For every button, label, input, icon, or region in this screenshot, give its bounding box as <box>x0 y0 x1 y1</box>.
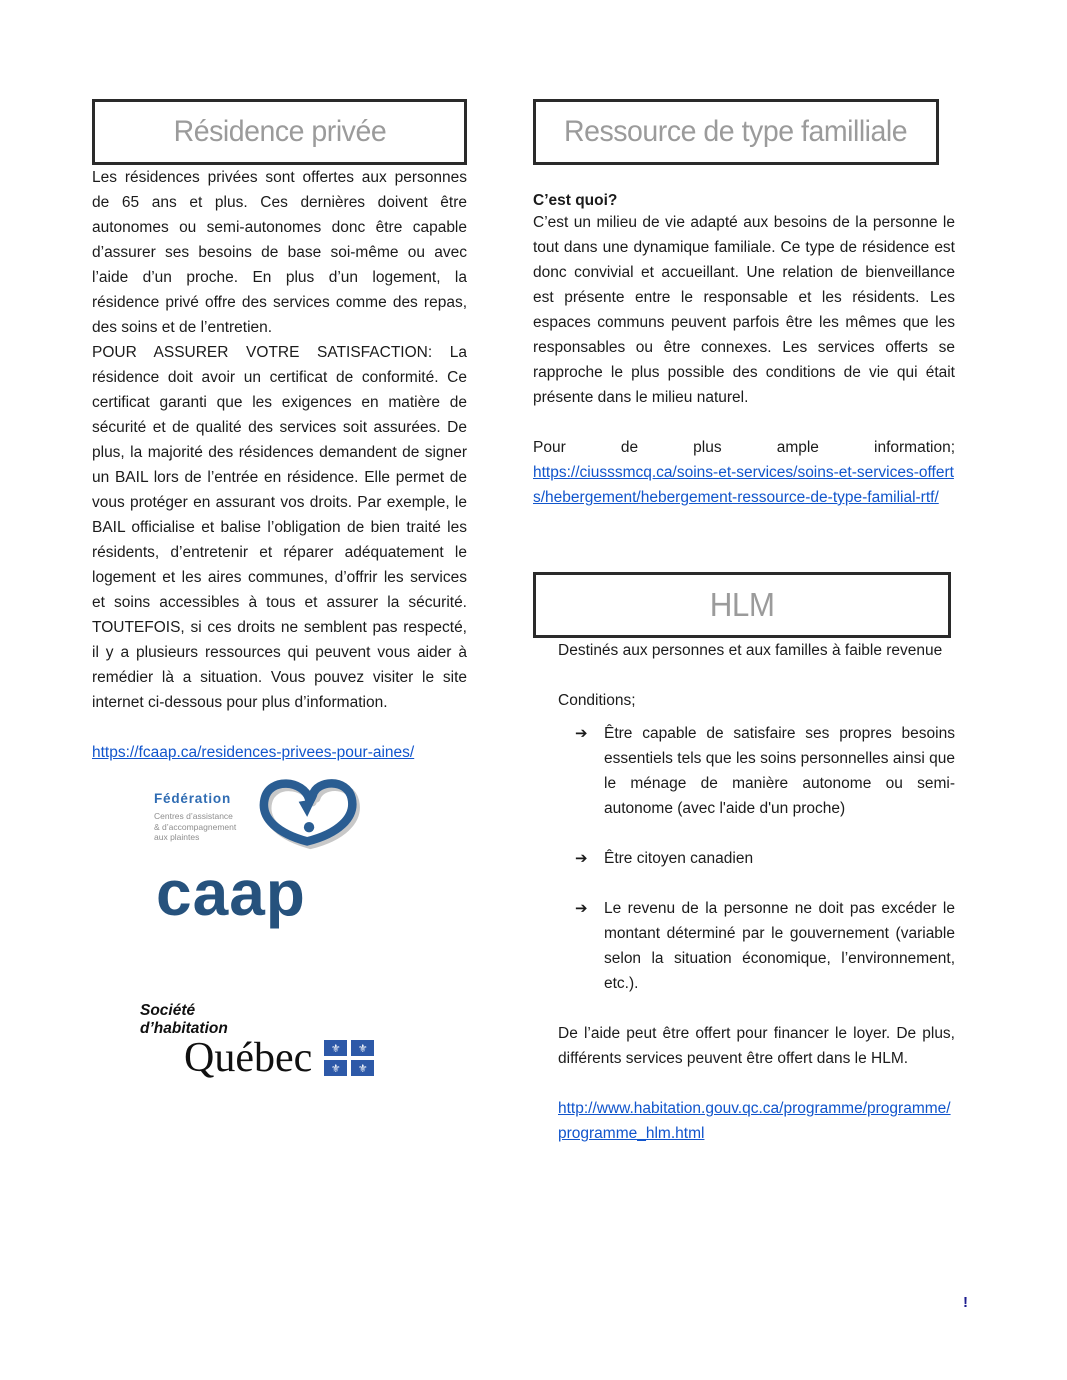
caap-subtitle: Centres d’assistance & d’accompagnement aux plaintes <box>154 811 237 842</box>
shq-logo <box>140 1002 400 1081</box>
hlm-intro-paragraph: Destinés aux personnes et aux familles à faible revenue <box>558 642 943 659</box>
arrow-bullet-icon: ➔ <box>575 849 588 867</box>
info-label: Pour de plus ample information; <box>533 439 955 456</box>
arrow-bullet-icon: ➔ <box>575 899 588 917</box>
fleur-de-lis-icon: ⚜ <box>351 1060 374 1076</box>
rtf-title: Ressource de type familliale <box>564 115 908 148</box>
hlm-title-box <box>533 572 951 638</box>
hlm-outro-paragraph: De l’aide peut être offert pour financer le loyer. De plus, différents services peuvent être offert dans le HLM. <box>558 1025 955 1067</box>
conditions-label: Conditions; <box>558 692 636 709</box>
caap-logo <box>154 775 394 929</box>
left-column <box>92 99 467 1081</box>
fleur-de-lis-icon: ⚜ <box>324 1040 347 1056</box>
caap-wordmark: caap <box>156 857 306 929</box>
page-number-mark: ! <box>963 1294 968 1311</box>
fleur-de-lis-icon: ⚜ <box>351 1040 374 1056</box>
habitation-link[interactable]: http://www.habitation.gouv.qc.ca/programme/programme/programme_hlm.html <box>558 1100 951 1142</box>
residence-privee-title: Résidence privée <box>173 115 386 148</box>
conditions-list <box>558 721 955 996</box>
list-item: ➔ Être capable de satisfaire ses propres besoins essentiels tels que les soins personnelles ainsi que le ménage de manière autonome ou semi-autonome (avec l'aide d'un proche) <box>558 721 955 821</box>
residence-privee-title-box <box>92 99 467 165</box>
rtf-title-box <box>533 99 939 165</box>
fcaap-link[interactable]: https://fcaap.ca/residences-privees-pour-aines/ <box>92 744 415 761</box>
quebec-wordmark: Québec <box>184 1035 313 1081</box>
list-item: ➔ Être citoyen canadien <box>558 846 955 871</box>
hlm-title: HLM <box>709 586 775 623</box>
residence-intro-paragraph: Les résidences privées sont offertes aux personnes de 65 ans et plus. Ces dernières doivent être autonomes ou semi-autonomes donc être capable d’assurer ses besoins de base soi-même ou avec l’aide d’un proche. En plus d’un logement, la résidence privé offre des services comme des repas, des soins et de l’entretien. <box>92 169 467 336</box>
shq-name: Société d’habitation <box>140 1002 228 1037</box>
heart-arrow-icon <box>258 775 362 858</box>
residence-satisfaction-paragraph: POUR ASSURER VOTRE SATISFACTION: La résidence doit avoir un certificat de conformité. Ce certificat garanti que les exigences en matière de sécurité et de qualité des services soit assurées. De plus, la majorité des résidences demandent de signer un BAIL lors de l’entrée en résidence. Elle permet de vous protéger en assurant vos droits. Par exemple, le BAIL officialise et balise l’obligation de bien traité les résidents, d’entretenir et réparer adéquatement le logement et les aires communes, d’offrir les services et soins accessibles à tous et assurer la sécurité. TOUTEFOIS, si ces droits ne semblent pas respecté, il y a plusieurs ressources qui peuvent vous aider à remédier là a situation. Vous pouvez visiter le site internet ci-dessous pour plus d’information. <box>92 344 467 711</box>
right-column <box>533 99 955 1146</box>
ciusss-link[interactable]: https://ciusssmcq.ca/soins-et-services/soins-et-services-offerts/hebergement/hebergement-ressource-de-type-familial-rtf/ <box>533 464 954 506</box>
list-item: ➔ Le revenu de la personne ne doit pas excéder le montant déterminé par le gouvernement (variable selon la situation économique, l’environnement, etc.). <box>558 896 955 996</box>
hlm-section <box>533 638 955 1146</box>
rtf-body-paragraph: C’est un milieu de vie adapté aux besoins de la personne le tout dans une dynamique familiale. Ce type de résidence est donc convivial et accueillant. Une relation de bienveillance est présente entre le responsable et les résidents. Les espaces communs peuvent parfois être les mêmes que les responsables ou être connexes. Les services offerts se rapproche le plus possible des conditions de vie qui était présente dans le milieu naturel. <box>533 214 955 406</box>
arrow-bullet-icon: ➔ <box>575 724 588 742</box>
cest-quoi-heading: C’est quoi? <box>533 192 618 209</box>
quebec-flag-icons <box>324 1040 374 1076</box>
caap-federation-label: Fédération <box>154 791 232 806</box>
fleur-de-lis-icon: ⚜ <box>324 1060 347 1076</box>
